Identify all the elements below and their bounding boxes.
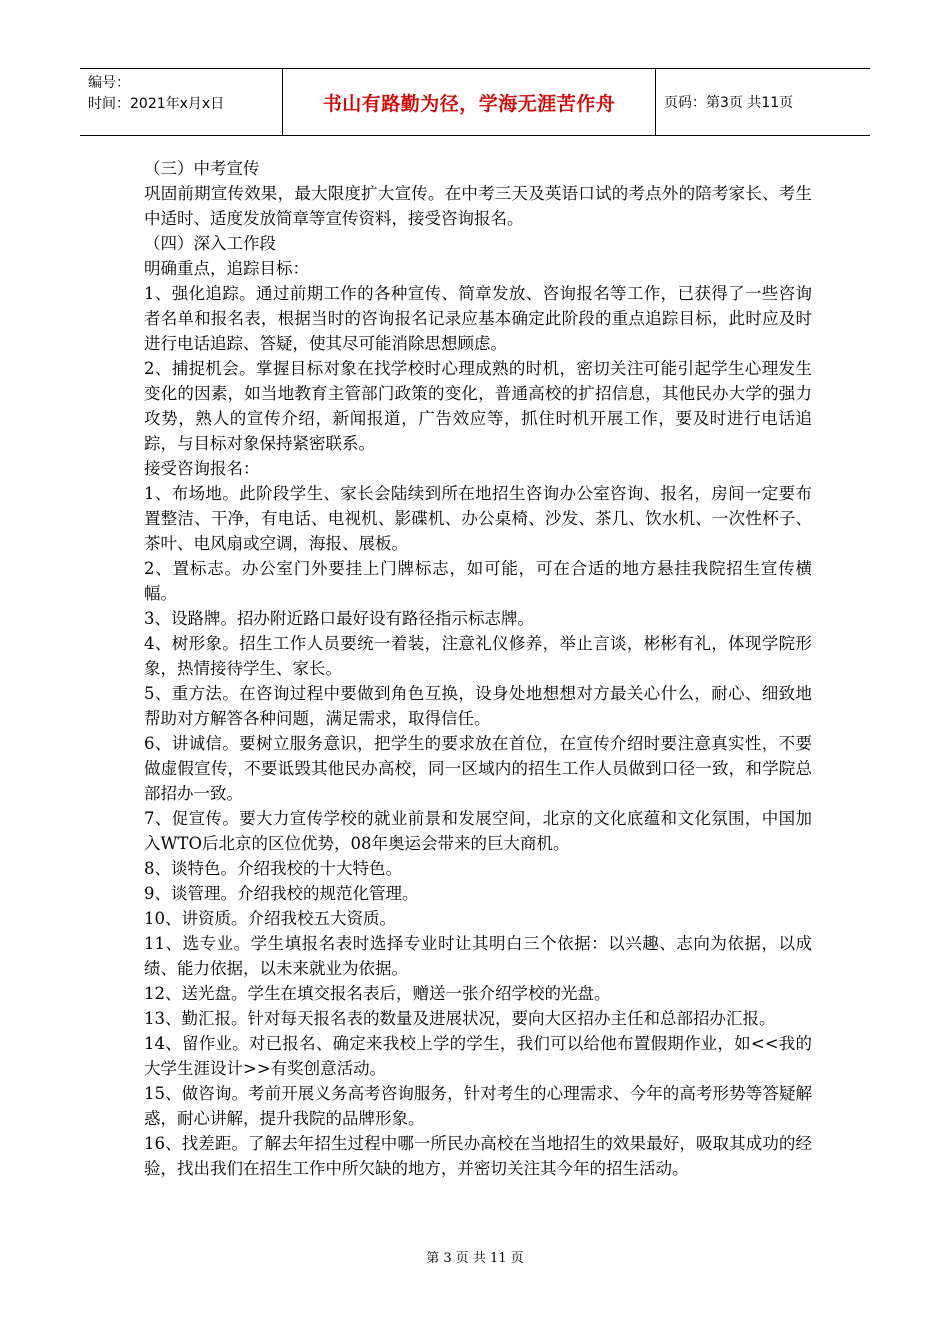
paragraph: 11、选专业。学生填报名表时选择专业时让其明白三个依据：以兴趣、志向为依据，以成绩、能力依据，以未来就业为依据。: [144, 934, 812, 978]
paragraph: 15、做咨询。考前开展义务高考咨询服务，针对考生的心理需求、今年的高考形势等答疑解惑，耐心讲解，提升我院的品牌形象。: [144, 1084, 812, 1128]
paragraph: 2、置标志。办公室门外要挂上门牌标志，如可能，可在合适的地方悬挂我院招生宣传横幅。: [144, 559, 812, 603]
page-footer: 第 3 页 共 11 页: [426, 1251, 524, 1266]
paragraph: 明确重点，追踪目标：: [144, 259, 309, 278]
header-page-info: 页码：第3页 共11页: [664, 95, 794, 111]
page-header: [80, 68, 870, 136]
paragraph: 2、捕捉机会。掌握目标对象在找学校时心理成熟的时机，密切关注可能引起学生心理发生变化的因素，如当地教育主管部门政策的变化，普通高校的扩招信息，其他民办大学的强力攻势，熟人的宣传介绍，新闻报道，广告效应等，抓住时机开展工作，要及时进行电话追踪，与目标对象保持紧密联系。: [144, 359, 812, 453]
document-number-label: 编号：: [88, 75, 130, 91]
paragraph: 7、促宣传。要大力宣传学校的就业前景和发展空间，北京的文化底蕴和文化氛围，中国加入WTO后北京的区位优势，08年奥运会带来的巨大商机。: [144, 809, 812, 853]
paragraph: （三）中考宣传: [144, 159, 260, 178]
document-body: [144, 156, 812, 1181]
paragraph: 16、找差距。了解去年招生过程中哪一所民办高校在当地招生的效果最好，吸取其成功的经验，找出我们在招生工作中所欠缺的地方，并密切关注其今年的招生活动。: [144, 1134, 812, 1178]
paragraph: 6、讲诚信。要树立服务意识，把学生的要求放在首位，在宣传介绍时要注意真实性，不要做虚假宣传，不要诋毁其他民办高校，同一区域内的招生工作人员做到口径一致，和学院总部招办一致。: [144, 734, 812, 803]
header-motto: 书山有路勤为径，学海无涯苦作舟: [322, 92, 616, 115]
paragraph: 12、送光盘。学生在填交报名表后，赠送一张介绍学校的光盘。: [144, 984, 611, 1003]
header-meta: [80, 69, 283, 135]
paragraph: （四）深入工作段: [144, 234, 276, 253]
paragraph: 5、重方法。在咨询过程中要做到角色互换，设身处地想想对方最关心什么，耐心、细致地帮助对方解答各种问题，满足需求，取得信任。: [144, 684, 812, 728]
paragraph: 9、谈管理。介绍我校的规范化管理。: [144, 884, 419, 903]
paragraph: 巩固前期宣传效果，最大限度扩大宣传。在中考三天及英语口试的考点外的陪考家长、考生中适时、适度发放简章等宣传资料，接受咨询报名。: [144, 184, 812, 228]
paragraph: 4、树形象。招生工作人员要统一着装，注意礼仪修养，举止言谈，彬彬有礼，体现学院形象，热情接待学生、家长。: [144, 634, 812, 678]
header-motto-cell: [283, 69, 656, 135]
paragraph: 1、强化追踪。通过前期工作的各种宣传、简章发放、咨询报名等工作，已获得了一些咨询者名单和报名表，根据当时的咨询报名记录应基本确定此阶段的重点追踪目标，此时应及时进行电话追踪、答疑，使其尽可能消除思想顾虑。: [144, 284, 812, 353]
paragraph: 3、设路牌。招办附近路口最好设有路径指示标志牌。: [144, 609, 534, 628]
paragraph: 8、谈特色。介绍我校的十大特色。: [144, 859, 402, 878]
paragraph: 14、留作业。对已报名、确定来我校上学的学生，我们可以给他布置假期作业，如<<我的大学生涯设计>>有奖创意活动。: [144, 1034, 812, 1078]
paragraph: 10、讲资质。介绍我校五大资质。: [144, 909, 396, 928]
paragraph: 13、勤汇报。针对每天报名表的数量及进展状况，要向大区招办主任和总部招办汇报。: [144, 1009, 776, 1028]
document-time-label: 时间：2021年x月x日: [88, 96, 225, 112]
paragraph: 1、布场地。此阶段学生、家长会陆续到所在地招生咨询办公室咨询、报名，房间一定要布置整洁、干净，有电话、电视机、影碟机、办公桌椅、沙发、茶几、饮水机、一次性杯子、茶叶、电风扇或空调，海报、展板。: [144, 484, 812, 553]
paragraph: 接受咨询报名：: [144, 459, 260, 478]
